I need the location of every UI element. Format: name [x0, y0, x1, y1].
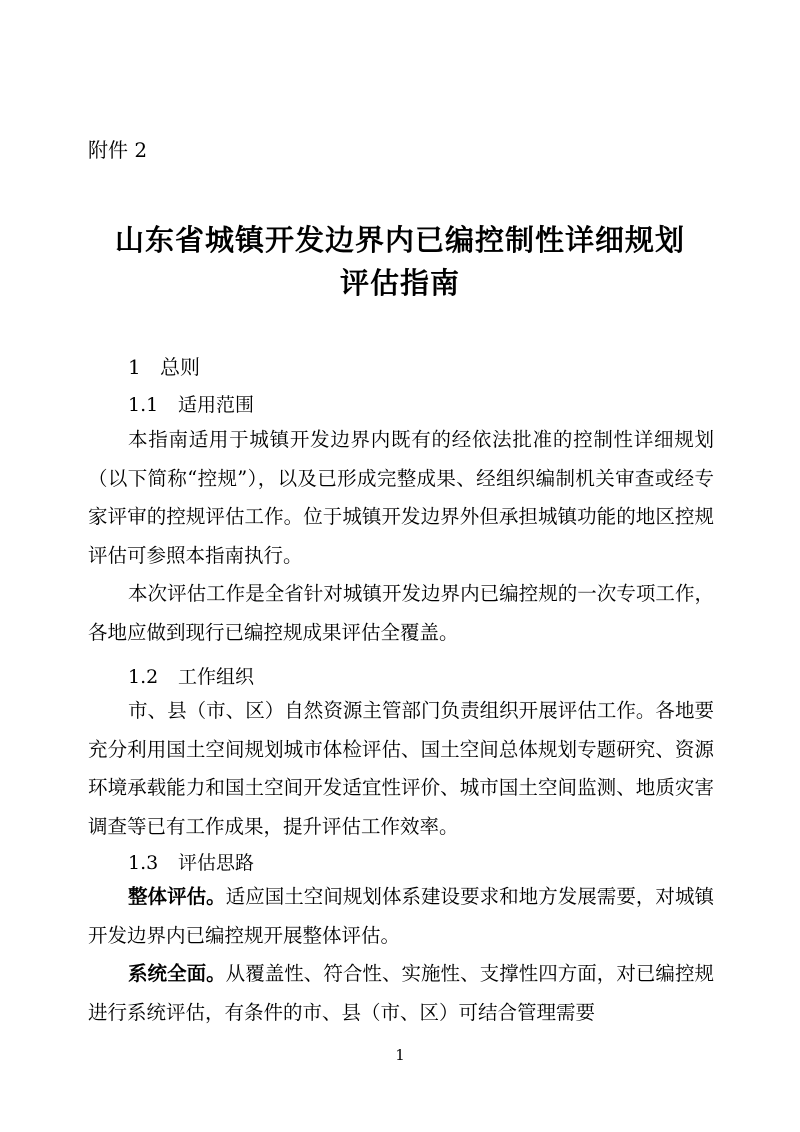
section-title: 评估思路 — [178, 852, 255, 874]
section-1-heading — [128, 351, 200, 380]
document-title-line-2: 评估指南 — [339, 266, 460, 300]
lead-term: 系统全面。 — [128, 962, 226, 985]
section-number: 1 — [128, 355, 141, 379]
section-title: 工作组织 — [178, 666, 255, 688]
paragraph-organization: 市、县（市、区）自然资源主管部门负责组织开展评估工作。各地要充分利用国土空间规划城市体检评估、国土空间总体规划专题研究、资源环境承载能力和国土空间开发适宜性评价、城市国土空间监测、地质灾害调查等已有工作成果，提升评估工作效率。 — [88, 699, 714, 838]
section-number: 1.1 — [128, 394, 159, 416]
section-1-1-heading — [128, 390, 254, 417]
section-title: 适用范围 — [178, 394, 255, 416]
document-title-line-1: 山东省城镇开发边界内已编控制性详细规划 — [114, 223, 685, 257]
paragraph-coverage: 本次评估工作是全省针对城镇开发边界内已编控规的一次专项工作，各地应做到现行已编控规成果评估全覆盖。 — [88, 582, 714, 644]
paragraph-overall-assessment — [88, 878, 714, 955]
page-number: 1 — [395, 1046, 405, 1064]
section-number: 1.2 — [128, 666, 159, 688]
item-text: 从覆盖性、符合性、实施性、支撑性四方面，对已编控规进行系统评估，有条件的市、县（市、区）可结合管理需要 — [88, 962, 714, 1024]
annex-label: 附件 2 — [88, 138, 148, 162]
lead-term: 整体评估。 — [128, 885, 226, 908]
section-1-2-heading — [128, 662, 254, 689]
section-number: 1.3 — [128, 852, 159, 874]
section-title: 总则 — [160, 355, 200, 379]
section-1-3-heading — [128, 848, 254, 875]
item-text: 适应国土空间规划体系建设要求和地方发展需要，对城镇开发边界内已编控规开展整体评估。 — [88, 885, 714, 947]
paragraph-scope: 本指南适用于城镇开发边界内既有的经依法批准的控制性详细规划（以下简称“控规”），以及已形成完整成果、经组织编制机关审查或经专家评审的控规评估工作。位于城镇开发边界外但承担城镇功能的地区控规评估可参照本指南执行。 — [88, 428, 714, 567]
paragraph-systematic — [88, 955, 714, 1032]
